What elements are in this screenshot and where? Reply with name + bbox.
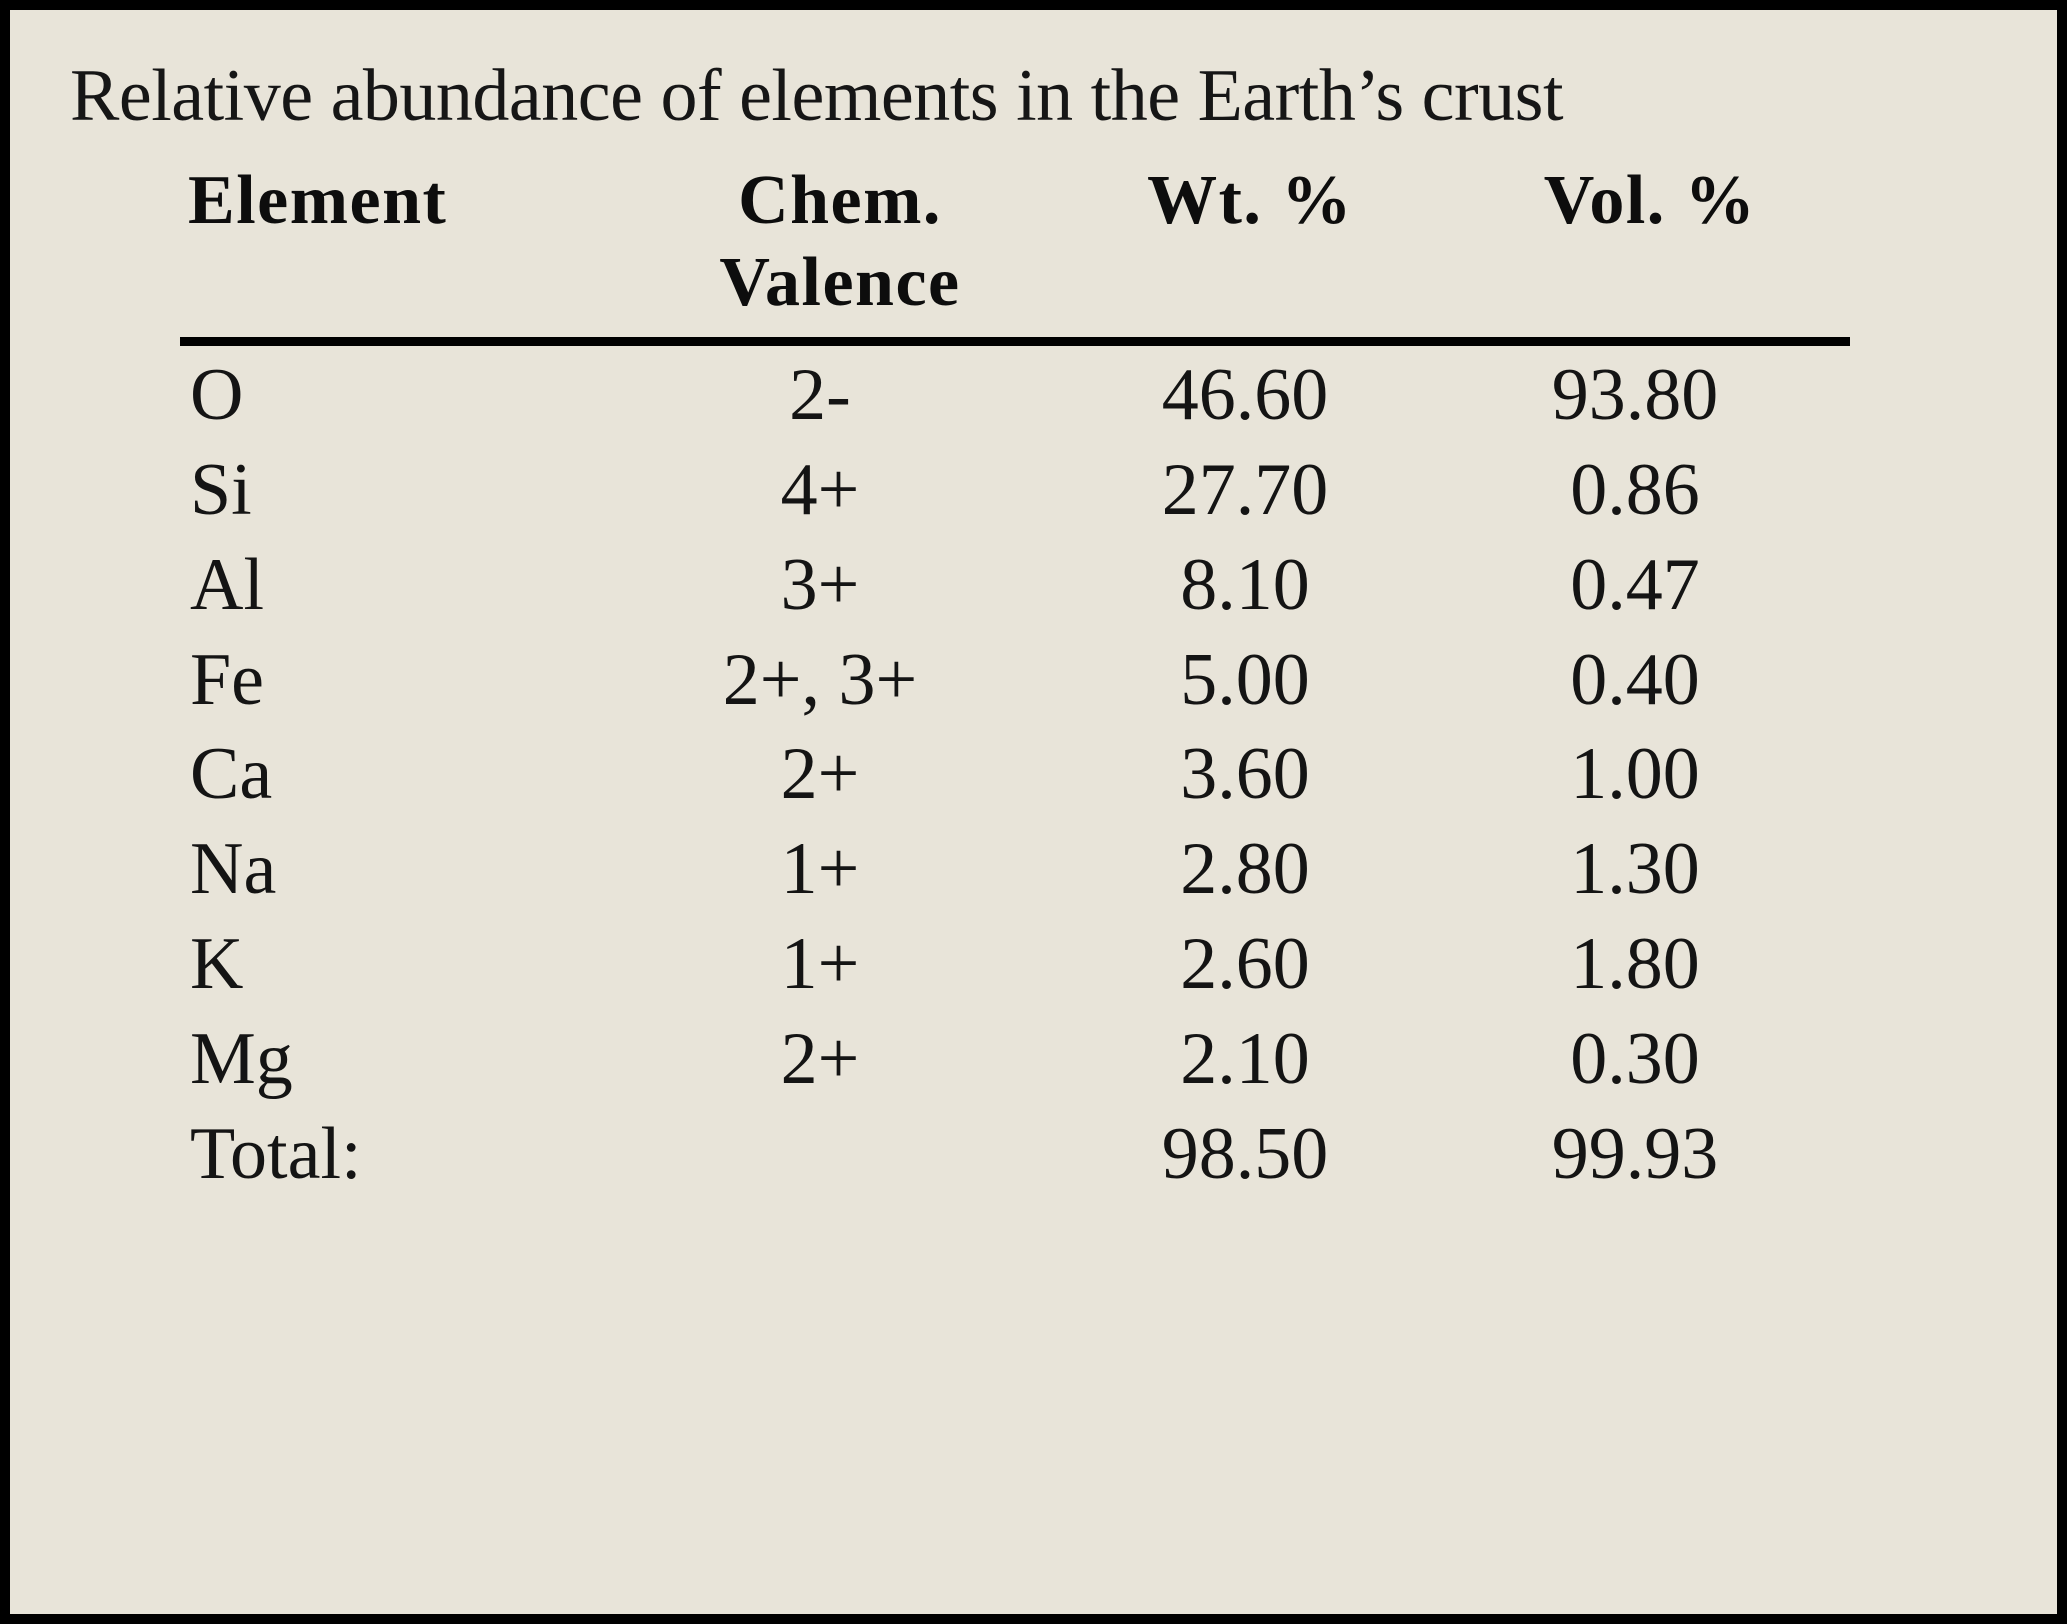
- table-header-row: [180, 160, 1850, 243]
- cell-vol: 1.00: [1570, 733, 1700, 816]
- cell-wt: 2.60: [1180, 923, 1310, 1006]
- cell-vol: 1.30: [1570, 828, 1700, 911]
- table-header-row-second-line: [180, 242, 1850, 325]
- cell-wt: 27.70: [1161, 448, 1329, 531]
- table-row: [180, 822, 1850, 917]
- cell-wt: 2.80: [1180, 828, 1310, 911]
- cell-vol: 0.47: [1570, 543, 1700, 626]
- cell-element: O: [190, 353, 244, 436]
- table-row: [180, 1012, 1850, 1107]
- cell-wt: 8.10: [1180, 543, 1310, 626]
- cell-valence: 2+: [780, 1018, 860, 1100]
- column-header-vol: Vol. %: [1543, 161, 1757, 239]
- cell-element: Na: [190, 828, 277, 911]
- table-header: [180, 160, 1850, 348]
- cell-total-vol: 99.93: [1551, 1112, 1719, 1195]
- table-row: [180, 443, 1850, 538]
- table-row: [180, 727, 1850, 822]
- table-row: [180, 633, 1850, 728]
- column-header-wt-spacer: [1050, 242, 1450, 325]
- table-row: [180, 348, 1850, 443]
- cell-element: Si: [190, 448, 252, 531]
- header-rule-row: [180, 325, 1850, 348]
- table-row: [180, 538, 1850, 633]
- cell-valence: 1+: [780, 828, 860, 911]
- header-rule-cell: [180, 325, 1850, 348]
- cell-valence: 3+: [780, 543, 860, 626]
- cell-valence: 2-: [789, 353, 851, 436]
- column-header-wt: Wt. %: [1147, 161, 1353, 239]
- cell-vol: 0.86: [1570, 448, 1700, 531]
- column-header-valence-line2: Valence: [719, 244, 961, 322]
- table-row-total: [180, 1107, 1850, 1202]
- cell-element: Mg: [190, 1018, 293, 1100]
- column-header-vol-spacer: [1450, 242, 1850, 325]
- cell-vol: 93.80: [1551, 353, 1719, 436]
- cell-wt: 5.00: [1180, 638, 1310, 721]
- cell-valence: 2+: [780, 733, 860, 816]
- cell-element: Al: [190, 543, 264, 626]
- cell-element: Ca: [190, 733, 273, 816]
- cell-element: Fe: [190, 638, 264, 721]
- cell-wt: 2.10: [1180, 1018, 1310, 1100]
- column-header-element-spacer: [180, 242, 630, 325]
- cell-element: K: [190, 923, 244, 1006]
- cell-valence: 2+, 3+: [722, 638, 918, 721]
- column-header-element: Element: [188, 161, 448, 239]
- cell-wt: 46.60: [1161, 353, 1329, 436]
- cell-valence: 4+: [780, 448, 860, 531]
- header-rule: [180, 337, 1850, 346]
- cell-valence: [630, 1107, 1050, 1202]
- cell-vol: 0.30: [1570, 1018, 1700, 1100]
- abundance-table: [180, 160, 1850, 1202]
- table-row: [180, 917, 1850, 1012]
- cell-vol: 0.40: [1570, 638, 1700, 721]
- cell-total-label: Total:: [190, 1112, 362, 1195]
- table-caption: Relative abundance of elements in the Earth’s crust: [70, 55, 1564, 137]
- column-header-valence-line1: Chem.: [738, 161, 942, 239]
- table-body: [180, 348, 1850, 1202]
- cell-vol: 1.80: [1570, 923, 1700, 1006]
- cell-wt: 3.60: [1180, 733, 1310, 816]
- cell-total-wt: 98.50: [1161, 1112, 1329, 1195]
- figure-content: [10, 10, 2057, 1614]
- cell-valence: 1+: [780, 923, 860, 1006]
